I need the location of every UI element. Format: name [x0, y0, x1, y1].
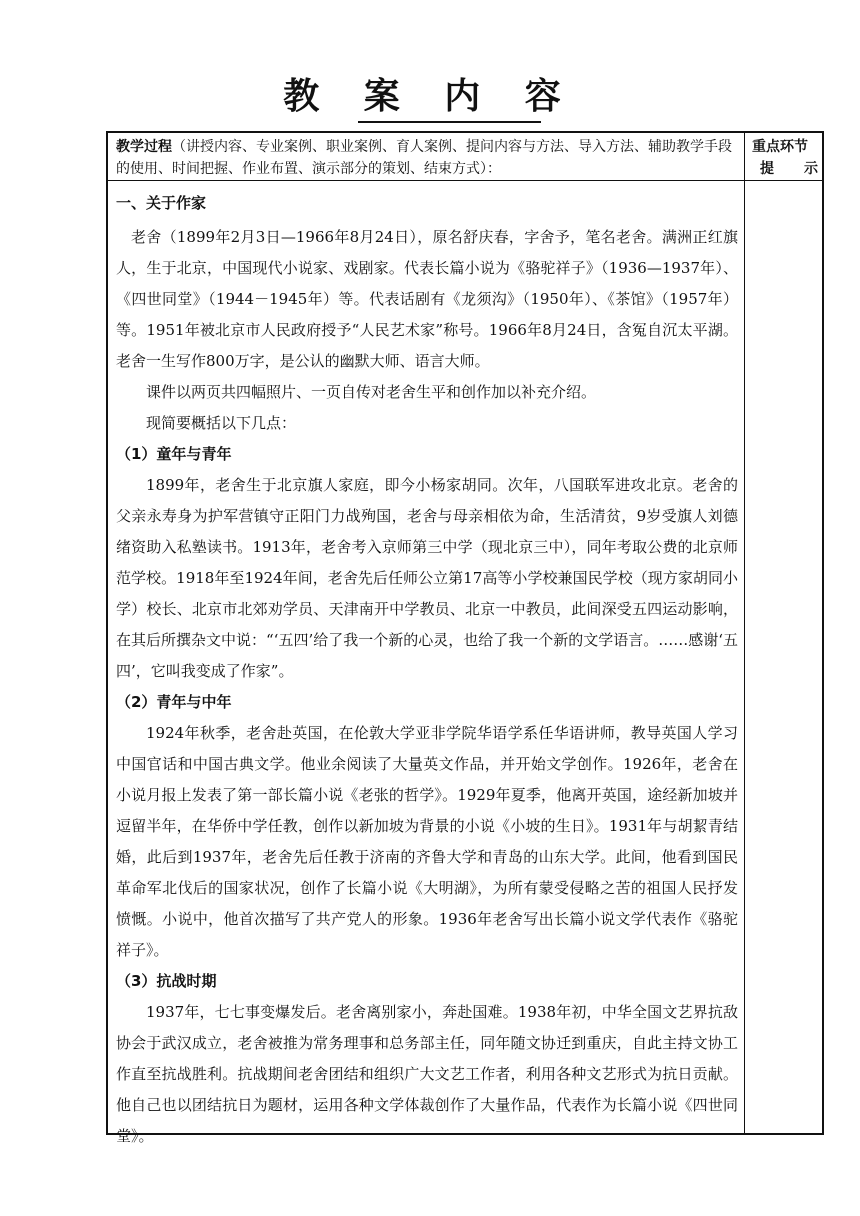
title-underline	[358, 121, 541, 123]
section-heading-middle-age: （2）青年与中年	[116, 693, 232, 711]
header-label-bold: 教学过程	[116, 139, 172, 155]
middle-age-paragraph: 1924年秋季，老舍赴英国，在伦敦大学亚非学院华语学系任华语讲师，教导英国人学习中国官话和中国古典文学。他业余阅读了大量英文作品，并开始文学创作。1926年，老舍在小说月报上发表了第一部长篇小说《老张的哲学》。1929年夏季，他离开英国，途经新加坡并逗留半年，在华侨中学任教，创作以新加坡为背景的小说《小坡的生日》。1931年与胡絜青结婚，此后到1937年，老舍先后任教于济南的齐鲁大学和青岛的山东大学。此间，他看到国民革命军北伐后的国家状况，创作了长篇小说《大明湖》，为所有蒙受侵略之苦的祖国人民抒发愤慨。小说中，他首次描写了共产党人的形象。1936年老舍写出长篇小说文学代表作《骆驼祥子》。	[116, 724, 738, 959]
key-points-word2: 示	[804, 161, 818, 177]
childhood-paragraph: 1899年，老舍生于北京旗人家庭，即今小杨家胡同。次年，八国联军进攻北京。老舍的父亲永寿身为护军营镇守正阳门力战殉国，老舍与母亲相依为命，生活清贫，9岁受旗人刘德绪资助入私塾读书。1913年，老舍考入京师第三中学（现北京三中），同年考取公费的北京师范学校。1918年至1924年间，老舍先后任师公立第17高等小学校兼国民学校（现方家胡同小学）校长、北京市北郊劝学员、天津南开中学教员、北京一中教员，此间深受五四运动影响，在其后所撰杂文中说：“‘五四’给了我一个新的心灵，也给了我一个新的文学语言。……感谢‘五四’，它叫我变成了作家”。	[116, 476, 738, 680]
header-row-divider	[108, 180, 822, 181]
section-heading-childhood: （1）童年与青年	[116, 445, 232, 463]
key-points-header	[752, 136, 820, 180]
lesson-content	[116, 188, 738, 1152]
summary-intro-paragraph: 现简要概括以下几点：	[146, 414, 297, 432]
page-title: 教 案 内 容	[283, 76, 577, 117]
author-intro-paragraph: 老舍（1899年2月3日—1966年8月24日），原名舒庆春，字舍予，笔名老舍。满洲正红旗人，生于北京，中国现代小说家、戏剧家。代表长篇小说为《骆驼祥子》（1936—1937年）、《四世同堂》（1944－1945年）等。代表话剧有《龙须沟》（1950年）、《茶馆》（1957年）等。1951年被北京市人民政府授予“人民艺术家”称号。1966年8月24日，含冤自沉太平湖。老舍一生写作800万字，是公认的幽默大师、语言大师。	[116, 228, 738, 370]
header-label-detail: （讲授内容、专业案例、职业案例、育人案例、提问内容与方法、导入方法、辅助教学手段的使用、时间把握、作业布置、演示部分的策划、结束方式）：	[116, 139, 732, 177]
lesson-plan-table	[106, 131, 824, 1145]
key-points-word1: 提	[760, 161, 774, 177]
teaching-process-header	[116, 136, 738, 180]
section-heading-author: 一、关于作家	[116, 194, 207, 212]
column-divider	[744, 133, 745, 1133]
section-heading-war-period: （3）抗战时期	[116, 972, 217, 990]
courseware-note-paragraph: 课件以两页共四幅照片、一页自传对老舍生平和创作加以补充介绍。	[146, 383, 597, 401]
key-points-line2	[752, 158, 820, 180]
key-points-line1: 重点环节	[752, 139, 808, 155]
war-period-paragraph: 1937年，七七事变爆发后。老舍离别家小，奔赴国难。1938年初，中华全国文艺界抗敌协会于武汉成立，老舍被推为常务理事和总务部主任，同年随文协迁到重庆，自此主持文协工作直至抗战胜利。抗战期间老舍团结和组织广大文艺工作者，利用各种文艺形式为抗日贡献。他自己也以团结抗日为题材，运用各种文学体裁创作了大量作品，代表作为长篇小说《四世同堂》。	[116, 1003, 738, 1145]
